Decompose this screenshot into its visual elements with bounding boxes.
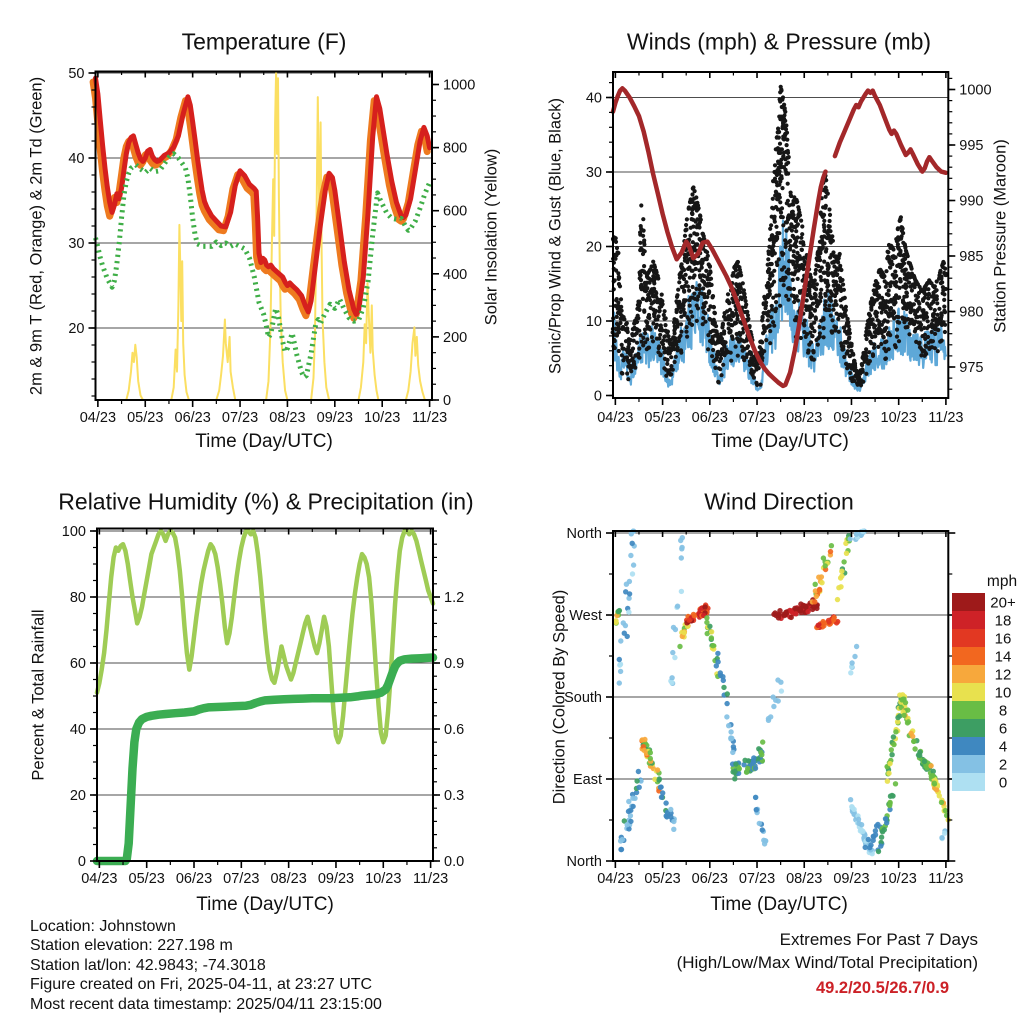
svg-text:20: 20 [68, 321, 85, 337]
svg-text:10/23: 10/23 [880, 871, 917, 887]
svg-text:08/23: 08/23 [786, 871, 823, 887]
svg-text:18: 18 [994, 612, 1012, 630]
data-timestamp-line: Most recent data timestamp: 2025/04/11 23:15:00 [30, 995, 382, 1013]
extremes-heading: Extremes For Past 7 Days [779, 930, 978, 949]
svg-text:06/23: 06/23 [175, 871, 213, 887]
svg-text:11/23: 11/23 [411, 410, 448, 426]
svg-text:6: 6 [998, 720, 1008, 738]
temperature-chart-title: Temperature (F) [181, 28, 347, 55]
svg-text:800: 800 [443, 140, 468, 157]
svg-text:40: 40 [69, 722, 86, 738]
svg-text:1000: 1000 [959, 82, 992, 99]
svg-text:1000: 1000 [443, 77, 476, 94]
winds-pressure-plot [586, 72, 992, 426]
wind-direction-plot [564, 526, 963, 887]
winds-yaxis-left-label: Sonic/Prop Wind & Gust (Blue, Black) [546, 97, 565, 375]
svg-text:20: 20 [69, 788, 86, 804]
figure-created-line: Figure created on Fri, 2025-04-11, at 23:27 UTC [30, 976, 373, 994]
humidity-precip-plot [62, 524, 464, 887]
svg-text:South: South [564, 690, 602, 707]
svg-text:0: 0 [77, 854, 86, 870]
svg-text:12: 12 [994, 666, 1012, 684]
station-latlon-line: Station lat/lon: 42.9843; -74.3018 [30, 956, 266, 974]
speed-legend [952, 593, 1016, 792]
extremes-values: 49.2/20.5/26.7/0.9 [815, 979, 949, 997]
svg-text:11/23: 11/23 [412, 871, 449, 887]
svg-text:0: 0 [998, 774, 1008, 792]
svg-text:05/23: 05/23 [644, 871, 681, 887]
svg-text:04/23: 04/23 [597, 871, 634, 887]
station-elevation-line: Station elevation: 227.198 m [30, 937, 233, 955]
svg-text:05/23: 05/23 [128, 871, 165, 887]
temperature-yaxis-right-label: Solar Insolation (Yellow) [482, 148, 501, 326]
svg-text:0.0: 0.0 [444, 854, 465, 870]
svg-text:10: 10 [585, 314, 602, 330]
winds-yaxis-right-label: Station Pressure (Maroon) [991, 139, 1010, 333]
svg-text:10/23: 10/23 [364, 410, 401, 426]
extremes-subheading: (High/Low/Max Wind/Total Precipitation) [676, 953, 978, 972]
station-info-block [30, 917, 382, 1014]
svg-text:04/23: 04/23 [81, 871, 118, 887]
wind-direction-chart-title: Wind Direction [704, 488, 854, 515]
svg-text:10/23: 10/23 [880, 410, 917, 426]
svg-text:07/23: 07/23 [738, 871, 776, 887]
svg-text:200: 200 [443, 329, 468, 346]
svg-text:975: 975 [959, 360, 984, 376]
svg-text:09/23: 09/23 [833, 410, 870, 426]
svg-text:05/23: 05/23 [127, 410, 164, 426]
svg-text:50: 50 [68, 66, 85, 82]
svg-text:16: 16 [994, 630, 1012, 648]
wind-direction-yaxis-label: Direction (Colored By Speed) [550, 589, 569, 805]
svg-text:04/23: 04/23 [597, 410, 634, 426]
svg-text:06/23: 06/23 [691, 871, 728, 887]
svg-text:06/23: 06/23 [691, 410, 728, 426]
humidity-xaxis-label: Time (Day/UTC) [196, 894, 334, 915]
svg-text:60: 60 [69, 656, 86, 672]
svg-text:11/23: 11/23 [928, 871, 964, 887]
svg-text:20+: 20+ [990, 594, 1016, 612]
extremes-block [677, 928, 978, 974]
svg-text:40: 40 [68, 151, 85, 167]
temperature-plot [68, 66, 475, 426]
svg-text:10: 10 [994, 684, 1012, 702]
svg-text:07/23: 07/23 [738, 410, 776, 426]
humidity-precip-chart-title: Relative Humidity (%) & Precipitation (in) [58, 488, 474, 515]
svg-text:North: North [566, 526, 602, 543]
svg-text:10/23: 10/23 [365, 871, 402, 887]
svg-text:North: North [566, 854, 602, 870]
svg-text:995: 995 [959, 138, 984, 154]
svg-text:07/23: 07/23 [223, 871, 260, 887]
svg-text:980: 980 [959, 304, 984, 321]
winds-pressure-chart-title: Winds (mph) & Pressure (mb) [626, 28, 932, 55]
svg-text:04/23: 04/23 [79, 410, 117, 426]
svg-text:0: 0 [593, 388, 602, 405]
svg-text:0.9: 0.9 [444, 656, 465, 672]
svg-text:05/23: 05/23 [644, 410, 681, 426]
svg-text:09/23: 09/23 [317, 871, 355, 887]
svg-text:600: 600 [443, 203, 468, 220]
winds-xaxis-label: Time (Day/UTC) [711, 431, 849, 452]
svg-text:8: 8 [998, 702, 1008, 720]
svg-text:1.2: 1.2 [444, 590, 465, 606]
svg-text:990: 990 [959, 193, 984, 210]
svg-text:07/23: 07/23 [221, 410, 259, 426]
svg-text:09/23: 09/23 [833, 871, 870, 887]
svg-text:400: 400 [443, 266, 468, 283]
svg-text:4: 4 [998, 738, 1008, 756]
station-location-line: Location: Johnstown [30, 918, 176, 935]
svg-text:East: East [572, 772, 602, 789]
svg-text:40: 40 [585, 90, 602, 107]
svg-text:08/23: 08/23 [786, 410, 823, 426]
temperature-xaxis-label: Time (Day/UTC) [195, 431, 333, 452]
svg-text:100: 100 [61, 524, 86, 540]
svg-text:08/23: 08/23 [270, 871, 307, 887]
svg-text:0.6: 0.6 [444, 722, 465, 738]
svg-text:20: 20 [585, 239, 602, 256]
svg-text:2: 2 [998, 756, 1008, 774]
svg-text:30: 30 [68, 236, 85, 252]
svg-text:14: 14 [994, 648, 1012, 666]
svg-text:0: 0 [443, 393, 452, 409]
svg-text:80: 80 [69, 590, 86, 606]
svg-text:09/23: 09/23 [316, 410, 353, 426]
svg-text:08/23: 08/23 [269, 410, 306, 426]
svg-text:11/23: 11/23 [928, 410, 964, 426]
svg-text:985: 985 [959, 249, 984, 265]
svg-text:0.3: 0.3 [444, 788, 465, 804]
wind-direction-xaxis-label: Time (Day/UTC) [710, 894, 848, 915]
svg-text:West: West [569, 608, 602, 625]
speed-legend-title: mph [986, 573, 1018, 590]
temperature-yaxis-left-label: 2m & 9m T (Red, Orange) & 2m Td (Green) [27, 76, 46, 396]
svg-text:30: 30 [585, 165, 602, 181]
svg-text:06/23: 06/23 [174, 410, 211, 426]
humidity-yaxis-left-label: Percent & Total Rainfall [29, 609, 48, 781]
